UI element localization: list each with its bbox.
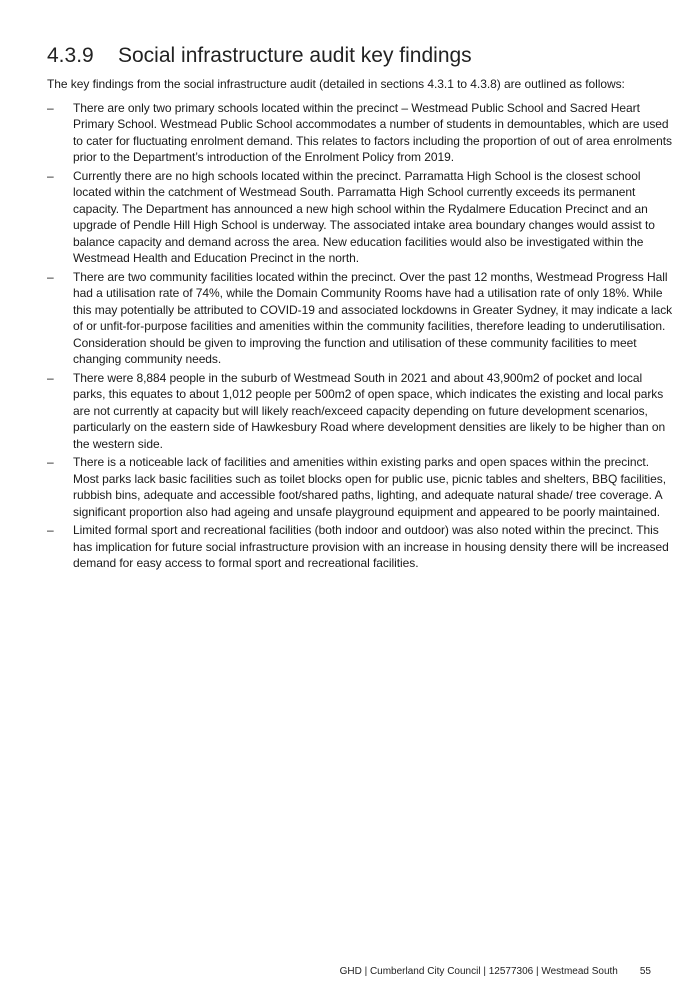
intro-paragraph: The key findings from the social infrastructure audit (detailed in sections 4.3.1 to 4.3.8) are outlined as follows: [47, 77, 625, 91]
footer-text: GHD | Cumberland City Council | 12577306 | Westmead South [339, 966, 618, 977]
finding-text: Limited formal sport and recreational facilities (both indoor and outdoor) was also noted within the precinct. This has implication for future social infrastructure provision with an increase in housing density there will be increased demand for easy access to formal sport and recreational facilities. [73, 523, 669, 570]
section-title: Social infrastructure audit key findings [118, 44, 472, 67]
finding-text: There is a noticeable lack of facilities and amenities within existing parks and open spaces within the precinct. Most parks lack basic facilities such as toilet blocks open for public use, picnic tables and shelters, BBQ facilities, rubbish bins, adequate and accessible foot/shared paths, lighting, and adequate natural shade/ tree coverage. A significant proportion also had ageing and unsafe playground equipment and appeared to be poorly maintained. [73, 455, 666, 519]
finding-text: There are two community facilities located within the precinct. Over the past 12 months, Westmead Progress Hall had a utilisation rate of 74%, while the Domain Community Rooms have had a utilisation rate of only 18%. While this may potentially be attributed to COVID-19 and associated lockdowns in Greater Sydney, it may indicate a lack of or unfit-for-purpose facilities and amenities within the community facilities, therefore leading to underutilisation. Consideration should be given to improving the function and utilisation of these community facilities to meet changing community needs. [73, 269, 673, 366]
dash-bullet: – [47, 168, 54, 183]
page-footer [340, 966, 651, 978]
list-item [47, 269, 677, 368]
list-item [47, 100, 677, 166]
finding-text: Currently there are no high schools located within the precinct. Parramatta High School is the closest school located within the catchment of Westmead South. Parramatta High School currently exceeds its permanent capacity. The Department has announced a new high school within the Rydalmere Education Precinct and an upgrade of Pendle Hill High School is underway. The associated intake area boundary changes would assist to balance capacity and demand across the area. New education facilities would also be investigated within the Westmead Health and Education Precinct in the north. [73, 168, 655, 265]
dash-bullet: – [47, 370, 54, 385]
section-heading [47, 42, 677, 70]
dash-bullet: – [47, 100, 54, 115]
findings-list [47, 100, 677, 572]
page-number: 55 [639, 966, 651, 977]
finding-text: There are only two primary schools located within the precinct – Westmead Public School and Sacred Heart Primary School. Westmead Public School accommodates a number of students in demountables, which are used to cater for fluctuating enrolment demand. This relates to factors including the proportion of out of area enrolments prior to the Department’s introduction of the Enrolment Policy from 2019. [73, 100, 672, 164]
list-item [47, 522, 677, 572]
list-item [47, 370, 677, 453]
dash-bullet: – [47, 523, 54, 537]
finding-text: There were 8,884 people in the suburb of Westmead South in 2021 and about 43,900m2 of pocket and local parks, this equates to about 1,012 people per 500m2 of open space, which indicates the existing and local parks are not currently at capacity but will likely reach/exceed capacity depending on future development scenarios, particularly on the eastern side of Hawkesbury Road where development densities are likely to be higher than on the western side. [73, 370, 666, 451]
dash-bullet: – [47, 269, 54, 284]
document-page [47, 42, 677, 574]
list-item [47, 454, 677, 520]
dash-bullet: – [47, 455, 54, 469]
section-number: 4.3.9 [47, 44, 94, 67]
list-item [47, 168, 677, 267]
